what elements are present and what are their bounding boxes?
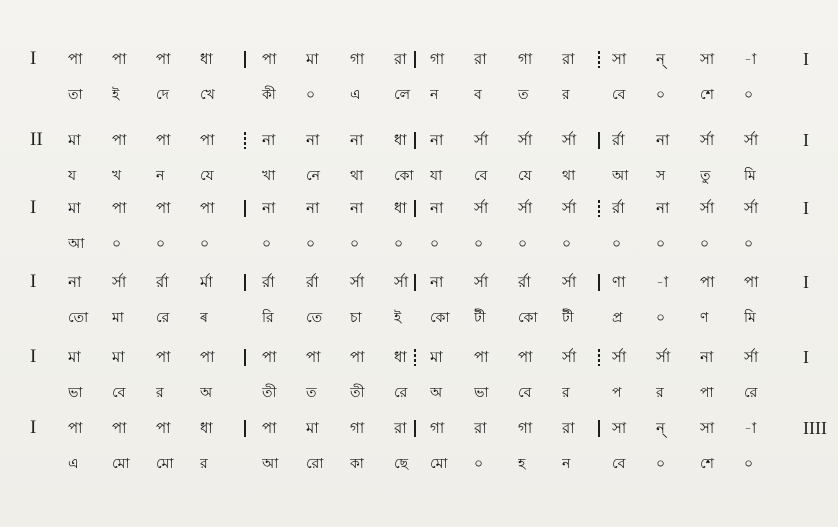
lyric-syllable: ০: [700, 236, 710, 252]
notation-row: [0, 193, 838, 223]
measure: [68, 413, 244, 443]
lyric-measure: [612, 161, 788, 191]
lyric-syllable: কো: [394, 168, 414, 184]
measure: [612, 125, 788, 155]
row-end-marker: IIII: [803, 418, 827, 438]
note-syllable: না: [262, 131, 276, 149]
lyric-syllable: কা: [350, 456, 364, 472]
lyric-syllable: লে: [394, 87, 411, 103]
lyric-measure: [262, 229, 438, 259]
lyric-syllable: আ: [262, 456, 279, 472]
dotted-bar-line: [598, 51, 600, 68]
lyric-syllable: ন: [156, 168, 165, 184]
measure: [430, 267, 606, 297]
note-syllable: পা: [262, 419, 277, 437]
lyric-syllable: স: [656, 168, 666, 184]
note-syllable: গা: [430, 419, 445, 437]
lyric-syllable: বে: [112, 385, 126, 401]
lyric-syllable: তী: [350, 385, 365, 401]
note-syllable: রা: [394, 50, 407, 68]
note-syllable: পা: [262, 50, 277, 68]
lyric-syllable: টী: [474, 310, 486, 326]
lyric-syllable: রে: [394, 385, 408, 401]
lyric-syllable: ০: [612, 236, 622, 252]
lyric-syllable: র: [562, 87, 570, 103]
lyric-measure: [612, 229, 788, 259]
lyric-syllable: যা: [430, 168, 443, 184]
lyric-syllable: বে: [612, 456, 626, 472]
note-syllable: মা: [112, 348, 125, 366]
note-syllable: পা: [156, 50, 171, 68]
note-syllable: সা: [700, 50, 715, 68]
lyric-row: [0, 80, 838, 110]
dotted-bar-line: [598, 200, 600, 217]
lyric-measure: [612, 378, 788, 408]
note-syllable: পা: [474, 348, 489, 366]
measure: [262, 342, 438, 372]
note-syllable: না: [430, 131, 444, 149]
lyric-syllable: র: [656, 385, 664, 401]
lyric-syllable: ০: [656, 310, 666, 326]
note-syllable: পা: [156, 348, 171, 366]
lyric-syllable: ০: [262, 236, 272, 252]
note-syllable: পা: [112, 131, 127, 149]
measure: [262, 44, 438, 74]
note-syllable: ধা: [394, 199, 407, 217]
bar-line: [244, 420, 246, 437]
note-syllable: র্সা: [744, 348, 759, 366]
lyric-syllable: ০: [562, 236, 572, 252]
note-syllable: রা: [562, 50, 575, 68]
bar-line: [598, 420, 600, 437]
lyric-syllable: কী: [262, 87, 276, 103]
note-syllable: না: [430, 199, 444, 217]
note-syllable: পা: [112, 50, 127, 68]
lyric-syllable: যে: [518, 168, 532, 184]
note-syllable: র্সা: [562, 199, 577, 217]
note-syllable: না: [656, 131, 670, 149]
note-syllable: র্সা: [474, 199, 489, 217]
note-syllable: সা: [700, 419, 715, 437]
lyric-measure: [430, 80, 606, 110]
note-syllable: ধা: [200, 419, 213, 437]
lyric-row: [0, 449, 838, 479]
lyric-measure: [262, 161, 438, 191]
lyric-syllable: যে: [200, 168, 214, 184]
notation-row: [0, 342, 838, 372]
bar-line: [414, 51, 416, 68]
lyric-row: [0, 303, 838, 333]
row-marker: I: [30, 417, 37, 438]
lyric-measure: [68, 80, 244, 110]
lyric-syllable: আ: [612, 168, 629, 184]
row-end-marker: I: [803, 347, 809, 367]
note-syllable: গা: [350, 419, 365, 437]
lyric-syllable: ণ: [700, 310, 709, 326]
note-syllable: পা: [112, 419, 127, 437]
measure: [430, 342, 606, 372]
lyric-syllable: কো: [518, 310, 538, 326]
lyric-measure: [430, 229, 606, 259]
lyric-syllable: খা: [262, 168, 276, 184]
note-syllable: মা: [430, 348, 443, 366]
lyric-syllable: ই: [394, 310, 402, 326]
note-syllable: পা: [200, 348, 215, 366]
lyric-syllable: র: [200, 456, 208, 472]
notation-row: [0, 125, 838, 155]
lyric-syllable: শে: [700, 456, 714, 472]
note-syllable: র্সা: [700, 199, 715, 217]
lyric-row: [0, 378, 838, 408]
row-marker: I: [30, 197, 37, 218]
note-syllable: পা: [700, 273, 715, 291]
row-end-marker: I: [803, 130, 809, 150]
note-syllable: র্রা: [612, 199, 625, 217]
note-syllable: র্সা: [518, 131, 533, 149]
lyric-syllable: ভা: [474, 385, 489, 401]
note-syllable: পা: [518, 348, 533, 366]
lyric-syllable: ০: [112, 236, 122, 252]
note-syllable: র্রা: [156, 273, 169, 291]
lyric-syllable: বে: [474, 168, 488, 184]
note-syllable: মা: [306, 50, 319, 68]
lyric-syllable: রে: [156, 310, 170, 326]
row-marker: I: [30, 271, 37, 292]
note-syllable: র্সা: [656, 348, 671, 366]
measure: [612, 44, 788, 74]
lyric-syllable: ০: [474, 456, 484, 472]
note-syllable: মা: [68, 199, 81, 217]
note-syllable: না: [306, 131, 320, 149]
note-syllable: -া: [744, 50, 757, 68]
measure: [262, 125, 438, 155]
lyric-syllable: খে: [200, 87, 215, 103]
lyric-syllable: ৰ: [200, 310, 208, 326]
note-syllable: না: [700, 348, 714, 366]
note-syllable: মা: [68, 348, 81, 366]
note-syllable: র্সা: [112, 273, 127, 291]
lyric-syllable: বে: [612, 87, 626, 103]
lyric-syllable: ০: [744, 456, 754, 472]
note-syllable: র্সা: [612, 348, 627, 366]
note-syllable: -া: [744, 419, 757, 437]
notation-row: [0, 267, 838, 297]
row-end-marker: I: [803, 49, 809, 69]
lyric-syllable: র: [562, 385, 570, 401]
note-syllable: পা: [200, 131, 215, 149]
bar-line: [598, 274, 600, 291]
measure: [262, 413, 438, 443]
lyric-syllable: বে: [518, 385, 532, 401]
note-syllable: র্রা: [306, 273, 319, 291]
lyric-syllable: থা: [562, 168, 576, 184]
lyric-measure: [430, 303, 606, 333]
notation-row: [0, 44, 838, 74]
bar-line: [244, 274, 246, 291]
lyric-measure: [430, 449, 606, 479]
note-syllable: ন্: [656, 419, 665, 437]
lyric-syllable: ০: [394, 236, 404, 252]
note-syllable: না: [306, 199, 320, 217]
lyric-syllable: খ: [112, 168, 122, 184]
note-syllable: না: [262, 199, 276, 217]
lyric-syllable: তু: [700, 168, 711, 184]
note-syllable: মা: [68, 131, 81, 149]
lyric-syllable: এ: [350, 87, 361, 103]
row-end-marker: I: [803, 272, 809, 292]
note-syllable: র্রা: [262, 273, 275, 291]
lyric-syllable: ন: [562, 456, 571, 472]
note-syllable: রা: [562, 419, 575, 437]
lyric-syllable: ভা: [68, 385, 83, 401]
measure: [68, 193, 244, 223]
note-syllable: র্সা: [350, 273, 365, 291]
lyric-syllable: ০: [656, 456, 666, 472]
lyric-syllable: রো: [306, 456, 324, 472]
measure: [612, 342, 788, 372]
lyric-measure: [262, 303, 438, 333]
measure: [430, 193, 606, 223]
dotted-bar-line: [598, 349, 600, 366]
lyric-measure: [262, 449, 438, 479]
note-syllable: র্সা: [744, 199, 759, 217]
note-syllable: পা: [112, 199, 127, 217]
lyric-syllable: ন: [430, 87, 439, 103]
lyric-syllable: ০: [306, 87, 316, 103]
bar-line: [244, 349, 246, 366]
note-syllable: না: [350, 199, 364, 217]
note-syllable: গা: [518, 50, 533, 68]
lyric-syllable: ০: [656, 236, 666, 252]
measure: [262, 193, 438, 223]
note-syllable: ধা: [394, 131, 407, 149]
lyric-syllable: ত: [518, 87, 529, 103]
lyric-syllable: প্র: [612, 310, 623, 326]
measure: [68, 342, 244, 372]
note-syllable: গা: [350, 50, 365, 68]
note-syllable: পা: [156, 199, 171, 217]
measure: [430, 125, 606, 155]
dotted-bar-line: [414, 349, 416, 366]
lyric-syllable: টী: [562, 310, 574, 326]
lyric-syllable: তী: [262, 385, 277, 401]
lyric-syllable: ০: [306, 236, 316, 252]
note-syllable: র্সা: [562, 348, 577, 366]
lyric-syllable: র: [156, 385, 164, 401]
lyric-syllable: এ: [68, 456, 79, 472]
measure: [430, 413, 606, 443]
lyric-syllable: ত: [306, 385, 317, 401]
note-syllable: র্সা: [562, 273, 577, 291]
measure: [612, 413, 788, 443]
lyric-syllable: ০: [474, 236, 484, 252]
note-syllable: পা: [68, 419, 83, 437]
lyric-syllable: দে: [156, 87, 170, 103]
lyric-syllable: ছে: [394, 456, 409, 472]
lyric-syllable: তো: [68, 310, 89, 326]
measure: [612, 267, 788, 297]
note-syllable: না: [350, 131, 364, 149]
lyric-syllable: মো: [156, 456, 174, 472]
lyric-measure: [68, 378, 244, 408]
note-syllable: র্রা: [518, 273, 531, 291]
bar-line: [414, 132, 416, 149]
lyric-syllable: শে: [700, 87, 714, 103]
note-syllable: ন্: [656, 50, 665, 68]
lyric-syllable: মো: [112, 456, 130, 472]
row-marker: I: [30, 346, 37, 367]
lyric-syllable: রে: [744, 385, 758, 401]
note-syllable: না: [656, 199, 670, 217]
lyric-measure: [68, 229, 244, 259]
lyric-syllable: অ: [430, 385, 443, 401]
note-syllable: র্সা: [394, 273, 409, 291]
bar-line: [598, 132, 600, 149]
bar-line: [244, 200, 246, 217]
lyric-syllable: অ: [200, 385, 213, 401]
notation-row: [0, 413, 838, 443]
dotted-bar-line: [244, 132, 246, 149]
lyric-syllable: ০: [656, 87, 666, 103]
lyric-syllable: নে: [306, 168, 321, 184]
bar-line: [244, 51, 246, 68]
measure: [612, 193, 788, 223]
lyric-measure: [68, 161, 244, 191]
lyric-syllable: ০: [744, 87, 754, 103]
note-syllable: গা: [518, 419, 533, 437]
lyric-measure: [68, 303, 244, 333]
lyric-row: [0, 161, 838, 191]
measure: [68, 125, 244, 155]
note-syllable: গা: [430, 50, 445, 68]
lyric-syllable: ০: [200, 236, 210, 252]
note-syllable: পা: [744, 273, 759, 291]
note-syllable: র্সা: [700, 131, 715, 149]
note-syllable: পা: [200, 199, 215, 217]
lyric-measure: [612, 80, 788, 110]
note-syllable: র্সা: [518, 199, 533, 217]
lyric-syllable: প: [612, 385, 622, 401]
lyric-syllable: মি: [744, 310, 756, 326]
lyric-syllable: আ: [68, 236, 85, 252]
measure: [430, 44, 606, 74]
note-syllable: র্সা: [744, 131, 759, 149]
lyric-measure: [430, 378, 606, 408]
note-syllable: রা: [474, 50, 487, 68]
lyric-syllable: পা: [700, 385, 714, 401]
lyric-row: [0, 229, 838, 259]
note-syllable: রা: [394, 419, 407, 437]
note-syllable: ধা: [200, 50, 213, 68]
note-syllable: পা: [350, 348, 365, 366]
bar-line: [414, 274, 416, 291]
lyric-measure: [262, 80, 438, 110]
lyric-syllable: য: [68, 168, 77, 184]
measure: [68, 267, 244, 297]
note-syllable: পা: [68, 50, 83, 68]
lyric-syllable: ০: [430, 236, 440, 252]
note-syllable: র্মা: [200, 273, 213, 291]
note-syllable: মা: [306, 419, 319, 437]
note-syllable: ধা: [394, 348, 407, 366]
bar-line: [414, 200, 416, 217]
note-syllable: পা: [306, 348, 321, 366]
note-syllable: রা: [474, 419, 487, 437]
note-syllable: র্সা: [474, 273, 489, 291]
note-syllable: র্সা: [562, 131, 577, 149]
note-syllable: সা: [612, 419, 627, 437]
note-syllable: না: [430, 273, 444, 291]
note-syllable: না: [68, 273, 82, 291]
note-syllable: -া: [656, 273, 669, 291]
lyric-measure: [612, 449, 788, 479]
note-syllable: সা: [612, 50, 627, 68]
lyric-syllable: ব: [474, 87, 482, 103]
lyric-syllable: মা: [112, 310, 124, 326]
lyric-syllable: ০: [518, 236, 528, 252]
lyric-syllable: ই: [112, 87, 120, 103]
lyric-syllable: ০: [350, 236, 360, 252]
lyric-syllable: ০: [744, 236, 754, 252]
note-syllable: ণা: [612, 273, 626, 291]
bar-line: [414, 420, 416, 437]
measure: [262, 267, 438, 297]
row-end-marker: I: [803, 198, 809, 218]
note-syllable: র্রা: [612, 131, 625, 149]
lyric-measure: [612, 303, 788, 333]
note-syllable: পা: [262, 348, 277, 366]
lyric-syllable: মো: [430, 456, 448, 472]
row-marker: I: [30, 48, 37, 69]
lyric-syllable: তা: [68, 87, 83, 103]
lyric-syllable: মি: [744, 168, 756, 184]
lyric-syllable: কো: [430, 310, 450, 326]
lyric-measure: [68, 449, 244, 479]
lyric-syllable: ০: [156, 236, 166, 252]
lyric-syllable: চা: [350, 310, 362, 326]
lyric-measure: [262, 378, 438, 408]
lyric-syllable: হ: [518, 456, 526, 472]
note-syllable: র্সা: [474, 131, 489, 149]
note-syllable: পা: [156, 131, 171, 149]
row-marker: II: [30, 129, 43, 150]
lyric-measure: [430, 161, 606, 191]
lyric-syllable: তে: [306, 310, 323, 326]
note-syllable: পা: [156, 419, 171, 437]
lyric-syllable: থা: [350, 168, 364, 184]
measure: [68, 44, 244, 74]
lyric-syllable: রি: [262, 310, 274, 326]
